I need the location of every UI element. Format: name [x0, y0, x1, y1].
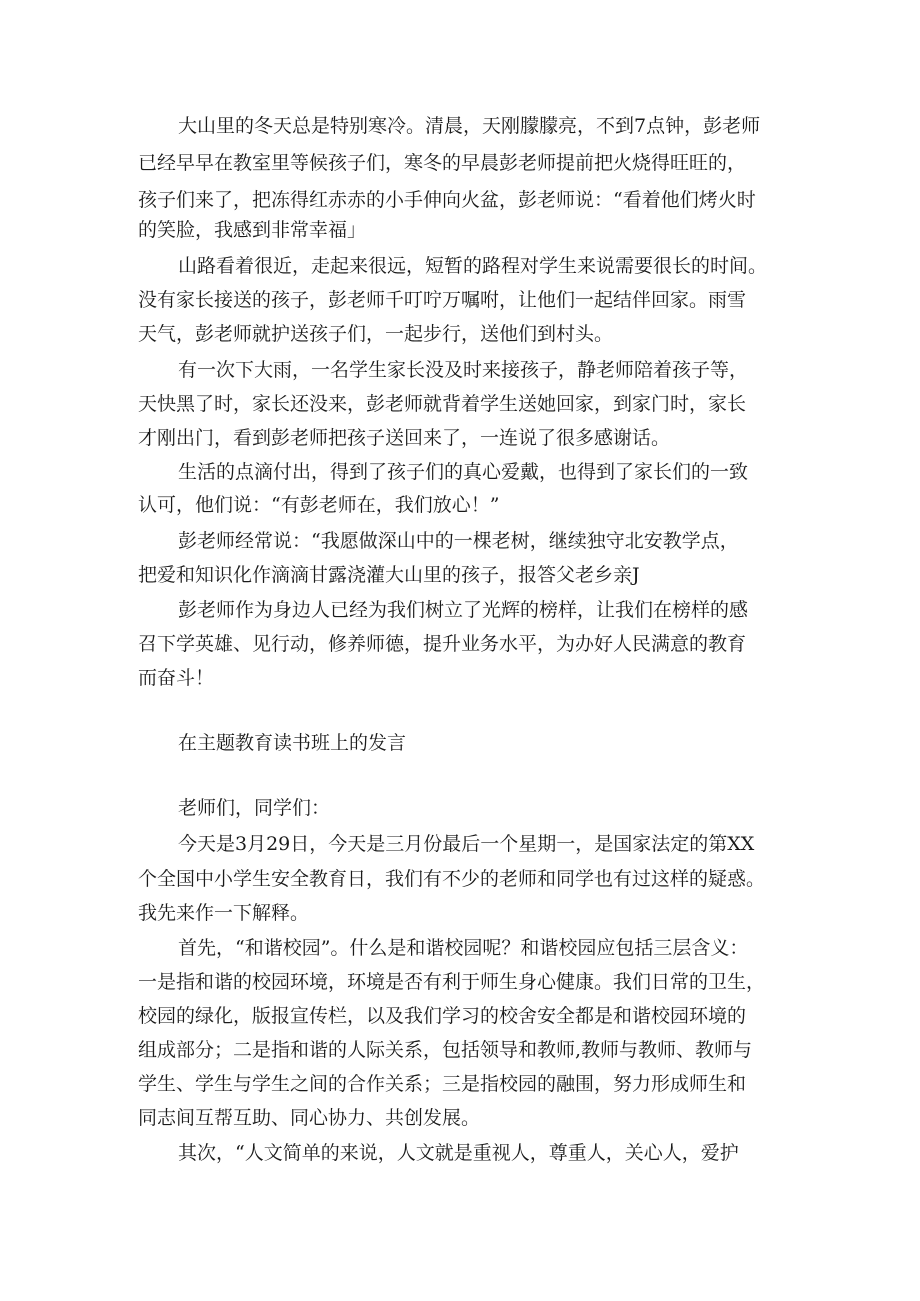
text-line: 而奋斗！	[138, 667, 215, 689]
text-line: 才刚出门，看到彭老师把孩子送回来了，一连说了很多感谢话。	[138, 427, 671, 449]
text-line: 同志间互帮互助、同心协力、共创发展。	[138, 1107, 481, 1129]
greeting: 老师们，同学们：	[178, 797, 331, 819]
text-line: 已经早早在教室里等候孩子们，寒冬的早晨彭老师提前把火烧得旺旺的，	[138, 152, 747, 174]
text-line: 认可，他们说：“有彭老师在，我们放心！”	[138, 494, 500, 516]
text-line: 有一次下大雨，一名学生家长没及时来接孩子，静老师陪着孩子等，	[178, 359, 749, 381]
text-line: 我先来作一下解释。	[138, 902, 310, 924]
text-line: 没有家长接送的孩子，彭老师千叮咛万嘱咐，让他们一起结伴回家。雨雪	[138, 289, 747, 311]
text-line: 大山里的冬天总是特别寒冷。清晨，天刚朦朦亮，不到7点钟，彭老师	[178, 115, 761, 137]
text-line: 的笑脸，我感到非常幸福」	[138, 219, 367, 241]
text-line: 天快黑了时，家长还没来，彭老师就背着学生送她回家，到家门时，家长	[138, 393, 747, 415]
section-title: 在主题教育读书班上的发言	[178, 732, 407, 754]
text-line: 一是指和谐的校园环境，环境是否有利于师生身心健康。我们日常的卫生，	[138, 971, 766, 993]
text-line: 彭老师经常说：“我愿做深山中的一棵老树，继续独守北安教学点，	[178, 530, 739, 552]
text-line: 山路看着很近，走起来很远，短暂的路程对学生来说需要很长的时间。	[178, 255, 768, 277]
text-line: 个全国中小学生安全教育日，我们有不少的老师和同学也有过这样的疑惑。	[138, 868, 766, 890]
text-line: 组成部分；二是指和谐的人际关系，包括领导和教师,教师与教师、教师与	[138, 1039, 753, 1061]
text-line: 彭老师作为身边人已经为我们树立了光辉的榜样，让我们在榜样的感	[178, 599, 749, 621]
text-line: 孩子们来了，把冻得红赤赤的小手伸向火盆，彭老师说：“看着他们烤火时	[138, 189, 756, 211]
text-line: 天气，彭老师就护送孩子们，一起步行，送他们到村头。	[138, 323, 614, 345]
text-line: 其次，“人文简单的来说，人文就是重视人，尊重人，关心人，爱护	[178, 1142, 739, 1164]
text-line: 首先，“和谐校园”。什么是和谐校园呢？和谐校园应包括三层含义：	[178, 937, 749, 959]
text-line: 今天是3月29日，今天是三月份最后一个星期一，是国家法定的第XX	[178, 833, 755, 855]
text-line: 生活的点滴付出，得到了孩子们的真心爱戴，也得到了家长们的一致	[178, 461, 749, 483]
text-line: 学生、学生与学生之间的合作关系；三是指校园的融围，努力形成师生和	[138, 1073, 747, 1095]
text-line: 校园的绿化，版报宣传栏，以及我们学习的校舍安全都是和谐校园环境的	[138, 1005, 747, 1027]
text-line: 召下学英雄、见行动，修养师德，提升业务水平，为办好人民满意的教育	[138, 633, 747, 655]
text-line: 把爱和知识化作滴滴甘露浇灌大山里的孩子，报答父老乡亲J	[138, 564, 640, 586]
